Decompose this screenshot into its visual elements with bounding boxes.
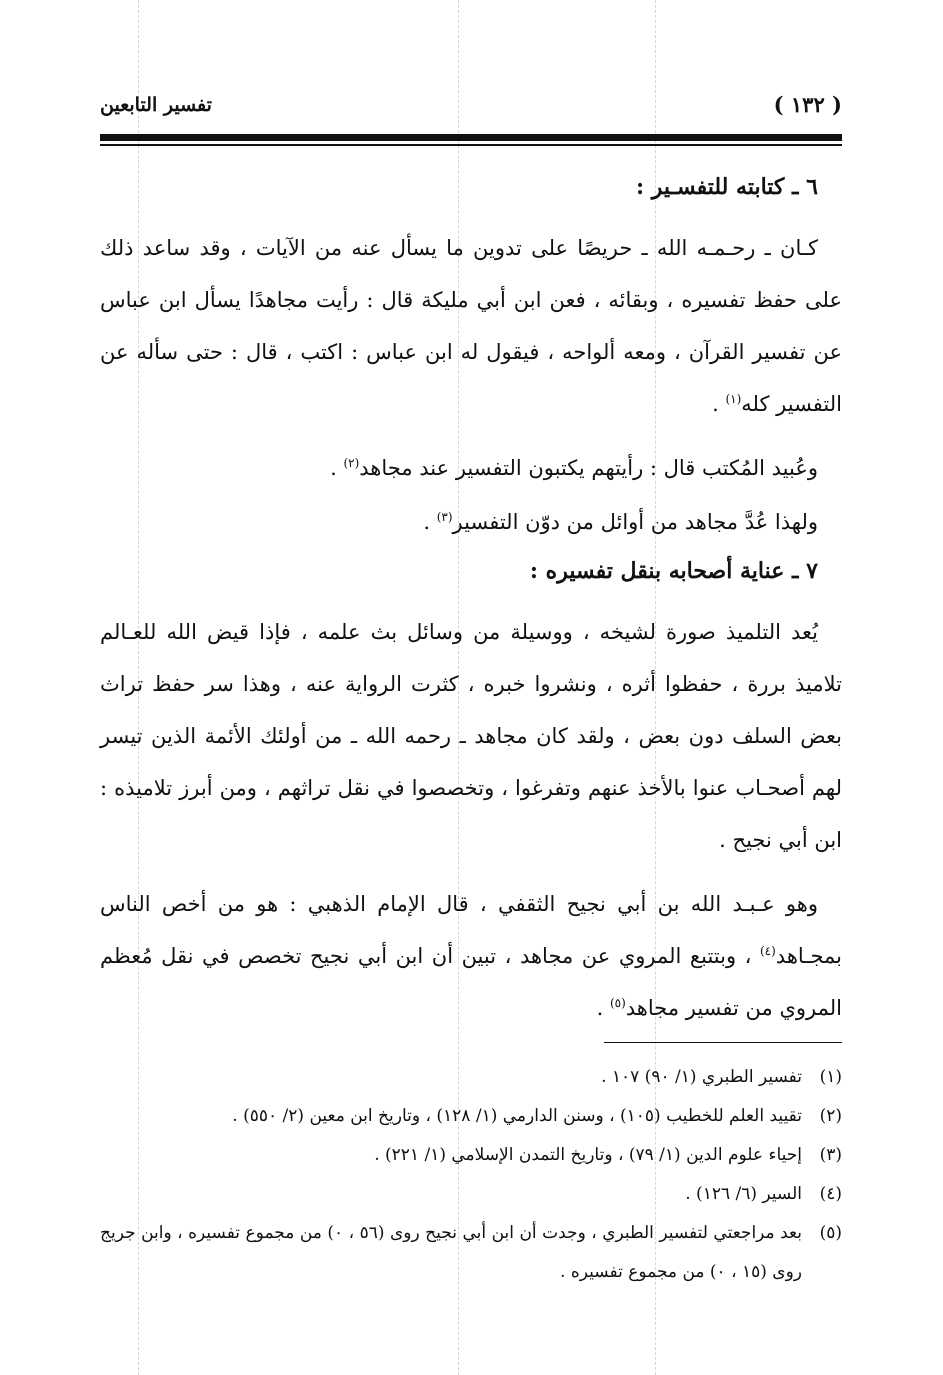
section-heading: ٦ ـ كتابته للتفسـير : <box>635 174 818 200</box>
punctuation: . <box>712 392 726 416</box>
footnote-ref: (١) <box>725 392 742 406</box>
footnote <box>100 1058 842 1097</box>
footnote-number: (٥) <box>819 1223 842 1243</box>
running-title: تفسير التابعين <box>100 94 212 116</box>
footnotes <box>100 1058 842 1292</box>
paragraph <box>100 222 842 430</box>
footnote-ref: (٢) <box>343 456 360 470</box>
footnote-text: تفسير الطبري (١/ ٩٠) ١٠٧ . <box>601 1067 802 1087</box>
paragraph: يُعد التلميذ صورة لشيخه ، ووسيلة من وسائل بث علمه ، فإذا قيض الله للعـالم تلاميذ بررة ، حفظوا أثره ، ونشروا خبره ، كثرت الرواية عنه ، وهذا سر حفظ تراث بعض السلف دون بعض ، ولقد كان مجاهد ـ رحمه الله ـ من أولئك الأئمة الذين تيسر لهم أصحـاب عنوا بالأخذ عنهم وتفرغوا ، وتخصصوا في نقل تراثهم ، ومن أبرز تلاميذه : ابن أبي نجيح . <box>100 620 842 852</box>
punctuation: . <box>596 996 610 1020</box>
footnote-separator <box>604 1042 842 1043</box>
paragraph-text: ، وبتتبع المروي عن مجاهد ، تبين أن ابن أبي نجيح تخصص في نقل مُعظم المروي من تفسير مجاهد <box>100 944 842 1020</box>
paragraph-text: وعُبيد المُكتب قال : رأيتهم يكتبون التفسير عند مجاهد <box>359 456 818 480</box>
footnote <box>100 1136 842 1175</box>
footnote-text: إحياء علوم الدين (١/ ٧٩) ، وتاريخ التمدن الإسلامي (١/ ٢٢١) . <box>374 1145 802 1165</box>
footnote-number: (٣) <box>819 1145 842 1165</box>
section-heading: ٧ ـ عناية أصحابه بنقل تفسيره : <box>529 558 818 584</box>
header-rule-thick <box>100 134 842 141</box>
punctuation: . <box>330 456 344 480</box>
footnote <box>100 1097 842 1136</box>
footnote-text: تقييد العلم للخطيب (١٠٥) ، وسنن الدارمي (١/ ١٢٨) ، وتاريخ ابن معين (٢/ ٥٥٠) . <box>232 1106 802 1126</box>
paragraph-text: ولهذا عُدَّ مجاهد من أوائل من دوّن التفسير <box>452 510 818 534</box>
page-number: ( ١٣٢ ) <box>773 92 842 117</box>
footnote-text: بعد مراجعتي لتفسير الطبري ، وجدت أن ابن أبي نجيح روى (٥٦ ، ٠) من مجموع تفسيره ، وابن جريج روى (١٥ ، ٠) من مجموع تفسيره . <box>100 1223 802 1282</box>
paragraph-text: وهو عـبـد الله بن أبي نجيح الثقفي ، قال الإمام الذهبي : هو من أخص الناس بمجـاهد <box>100 892 842 968</box>
footnote-ref: (٥) <box>609 996 626 1010</box>
footnote-text: السير (٦/ ١٢٦) . <box>685 1184 802 1204</box>
footnote-number: (٢) <box>819 1106 842 1126</box>
paragraph-text: كـان ـ رحـمـه الله ـ حريصًا على تدوين ما يسأل عنه من الآيات ، وقد ساعد ذلك على حفظ تفسيره ، وبقائه ، فعن ابن أبي مليكة قال : رأيت مجاهدًا يسأل ابن عباس عن تفسير القرآن ، ومعه ألواحه ، فيقول له ابن عباس : اكتب ، قال : حتى سأله عن التفسير كله <box>100 236 842 416</box>
header-rule-thin <box>100 144 842 146</box>
paragraph <box>100 442 842 494</box>
paragraph <box>100 878 842 1034</box>
footnote <box>100 1175 842 1214</box>
footnote <box>100 1214 842 1292</box>
footnote-ref: (٤) <box>759 944 776 958</box>
footnote-number: (١) <box>819 1067 842 1087</box>
paragraph <box>100 496 842 548</box>
punctuation: . <box>423 510 437 534</box>
footnote-ref: (٣) <box>436 510 453 524</box>
footnote-number: (٤) <box>819 1184 842 1204</box>
body-text <box>100 168 842 1034</box>
page-header <box>100 92 842 128</box>
